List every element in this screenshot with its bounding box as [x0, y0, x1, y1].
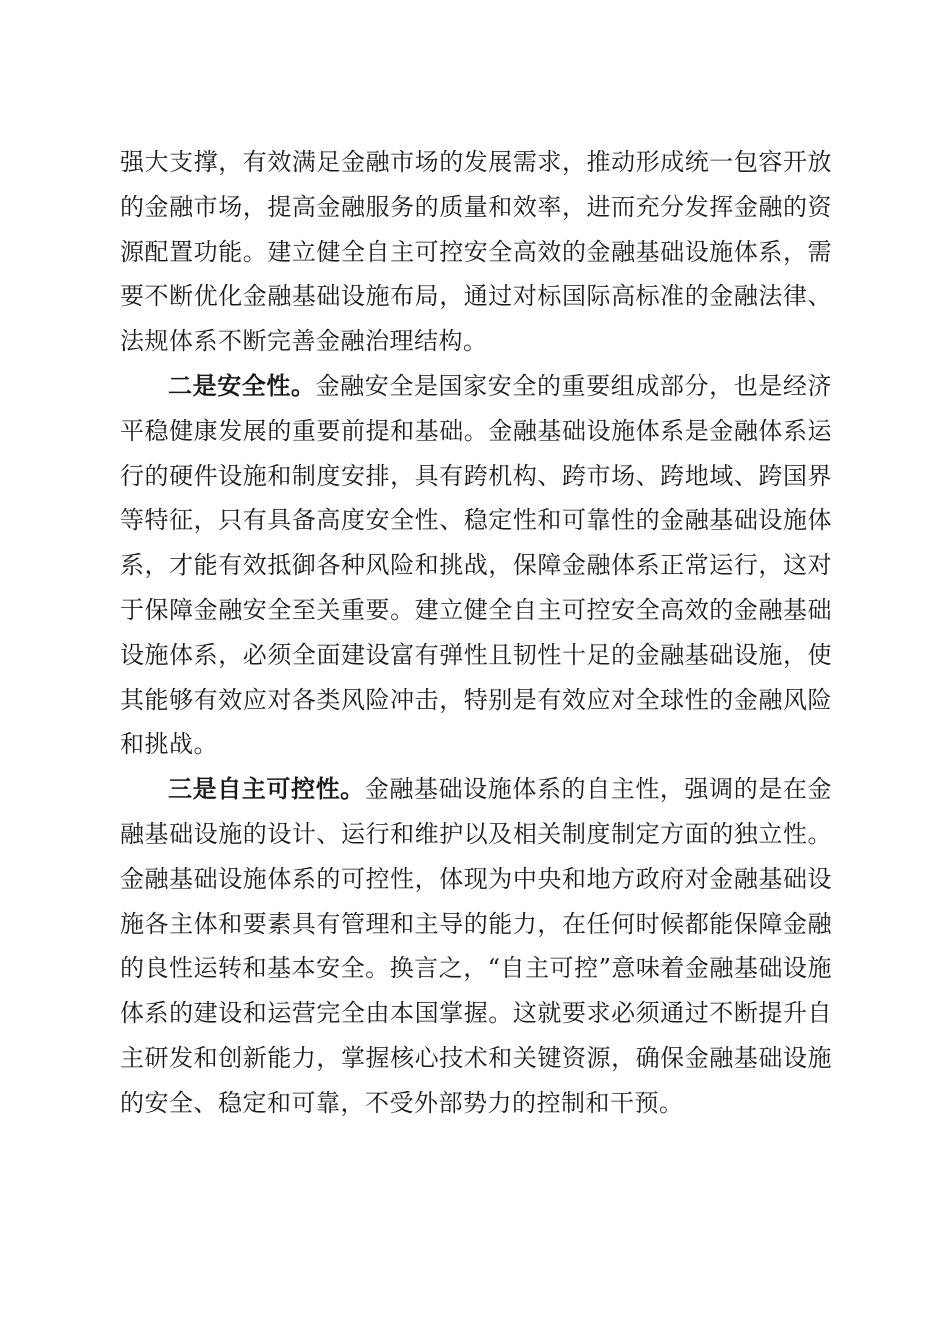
paragraph-lead: 二是安全性。 — [168, 370, 316, 400]
paragraph-continuation — [120, 140, 832, 364]
paragraph-text: 强大支撑，有效满足金融市场的发展需求，推动形成统一包容开放的金融市场，提高金融服务的质量和效率，进而充分发挥金融的资源配置功能。建立健全自主可控安全高效的金融基础设施体系，需要不断优化金融基础设施布局，通过对标国际高标准的金融法律、法规体系不断完善金融治理结构。 — [120, 148, 832, 356]
document-body — [120, 140, 832, 1126]
paragraph-autonomy — [120, 767, 832, 1125]
paragraph-security — [120, 364, 832, 767]
paragraph-text: 金融安全是国家安全的重要组成部分，也是经济平稳健康发展的重要前提和基础。金融基础设施体系是金融体系运行的硬件设施和制度安排，具有跨机构、跨市场、跨地域、跨国界等特征，只有具备高度安全性、稳定性和可靠性的金融基础设施体系，才能有效抵御各种风险和挑战，保障金融体系正常运行，这对于保障金融安全至关重要。建立健全自主可控安全高效的金融基础设施体系，必须全面建设富有弹性且韧性十足的金融基础设施，使其能够有效应对各类风险冲击，特别是有效应对全球性的金融风险和挑战。 — [120, 371, 832, 759]
paragraph-text: 金融基础设施体系的自主性，强调的是在金融基础设施的设计、运行和维护以及相关制度制定方面的独立性。金融基础设施体系的可控性，体现为中央和地方政府对金融基础设施各主体和要素具有管理和主导的能力，在任何时候都能保障金融的良性运转和基本安全。换言之，“自主可控”意味着金融基础设施体系的建设和运营完全由本国掌握。这就要求必须通过不断提升自主研发和创新能力，掌握核心技术和关键资源，确保金融基础设施的安全、稳定和可靠，不受外部势力的控制和干预。 — [120, 775, 833, 1117]
paragraph-lead: 三是自主可控性。 — [168, 774, 365, 804]
